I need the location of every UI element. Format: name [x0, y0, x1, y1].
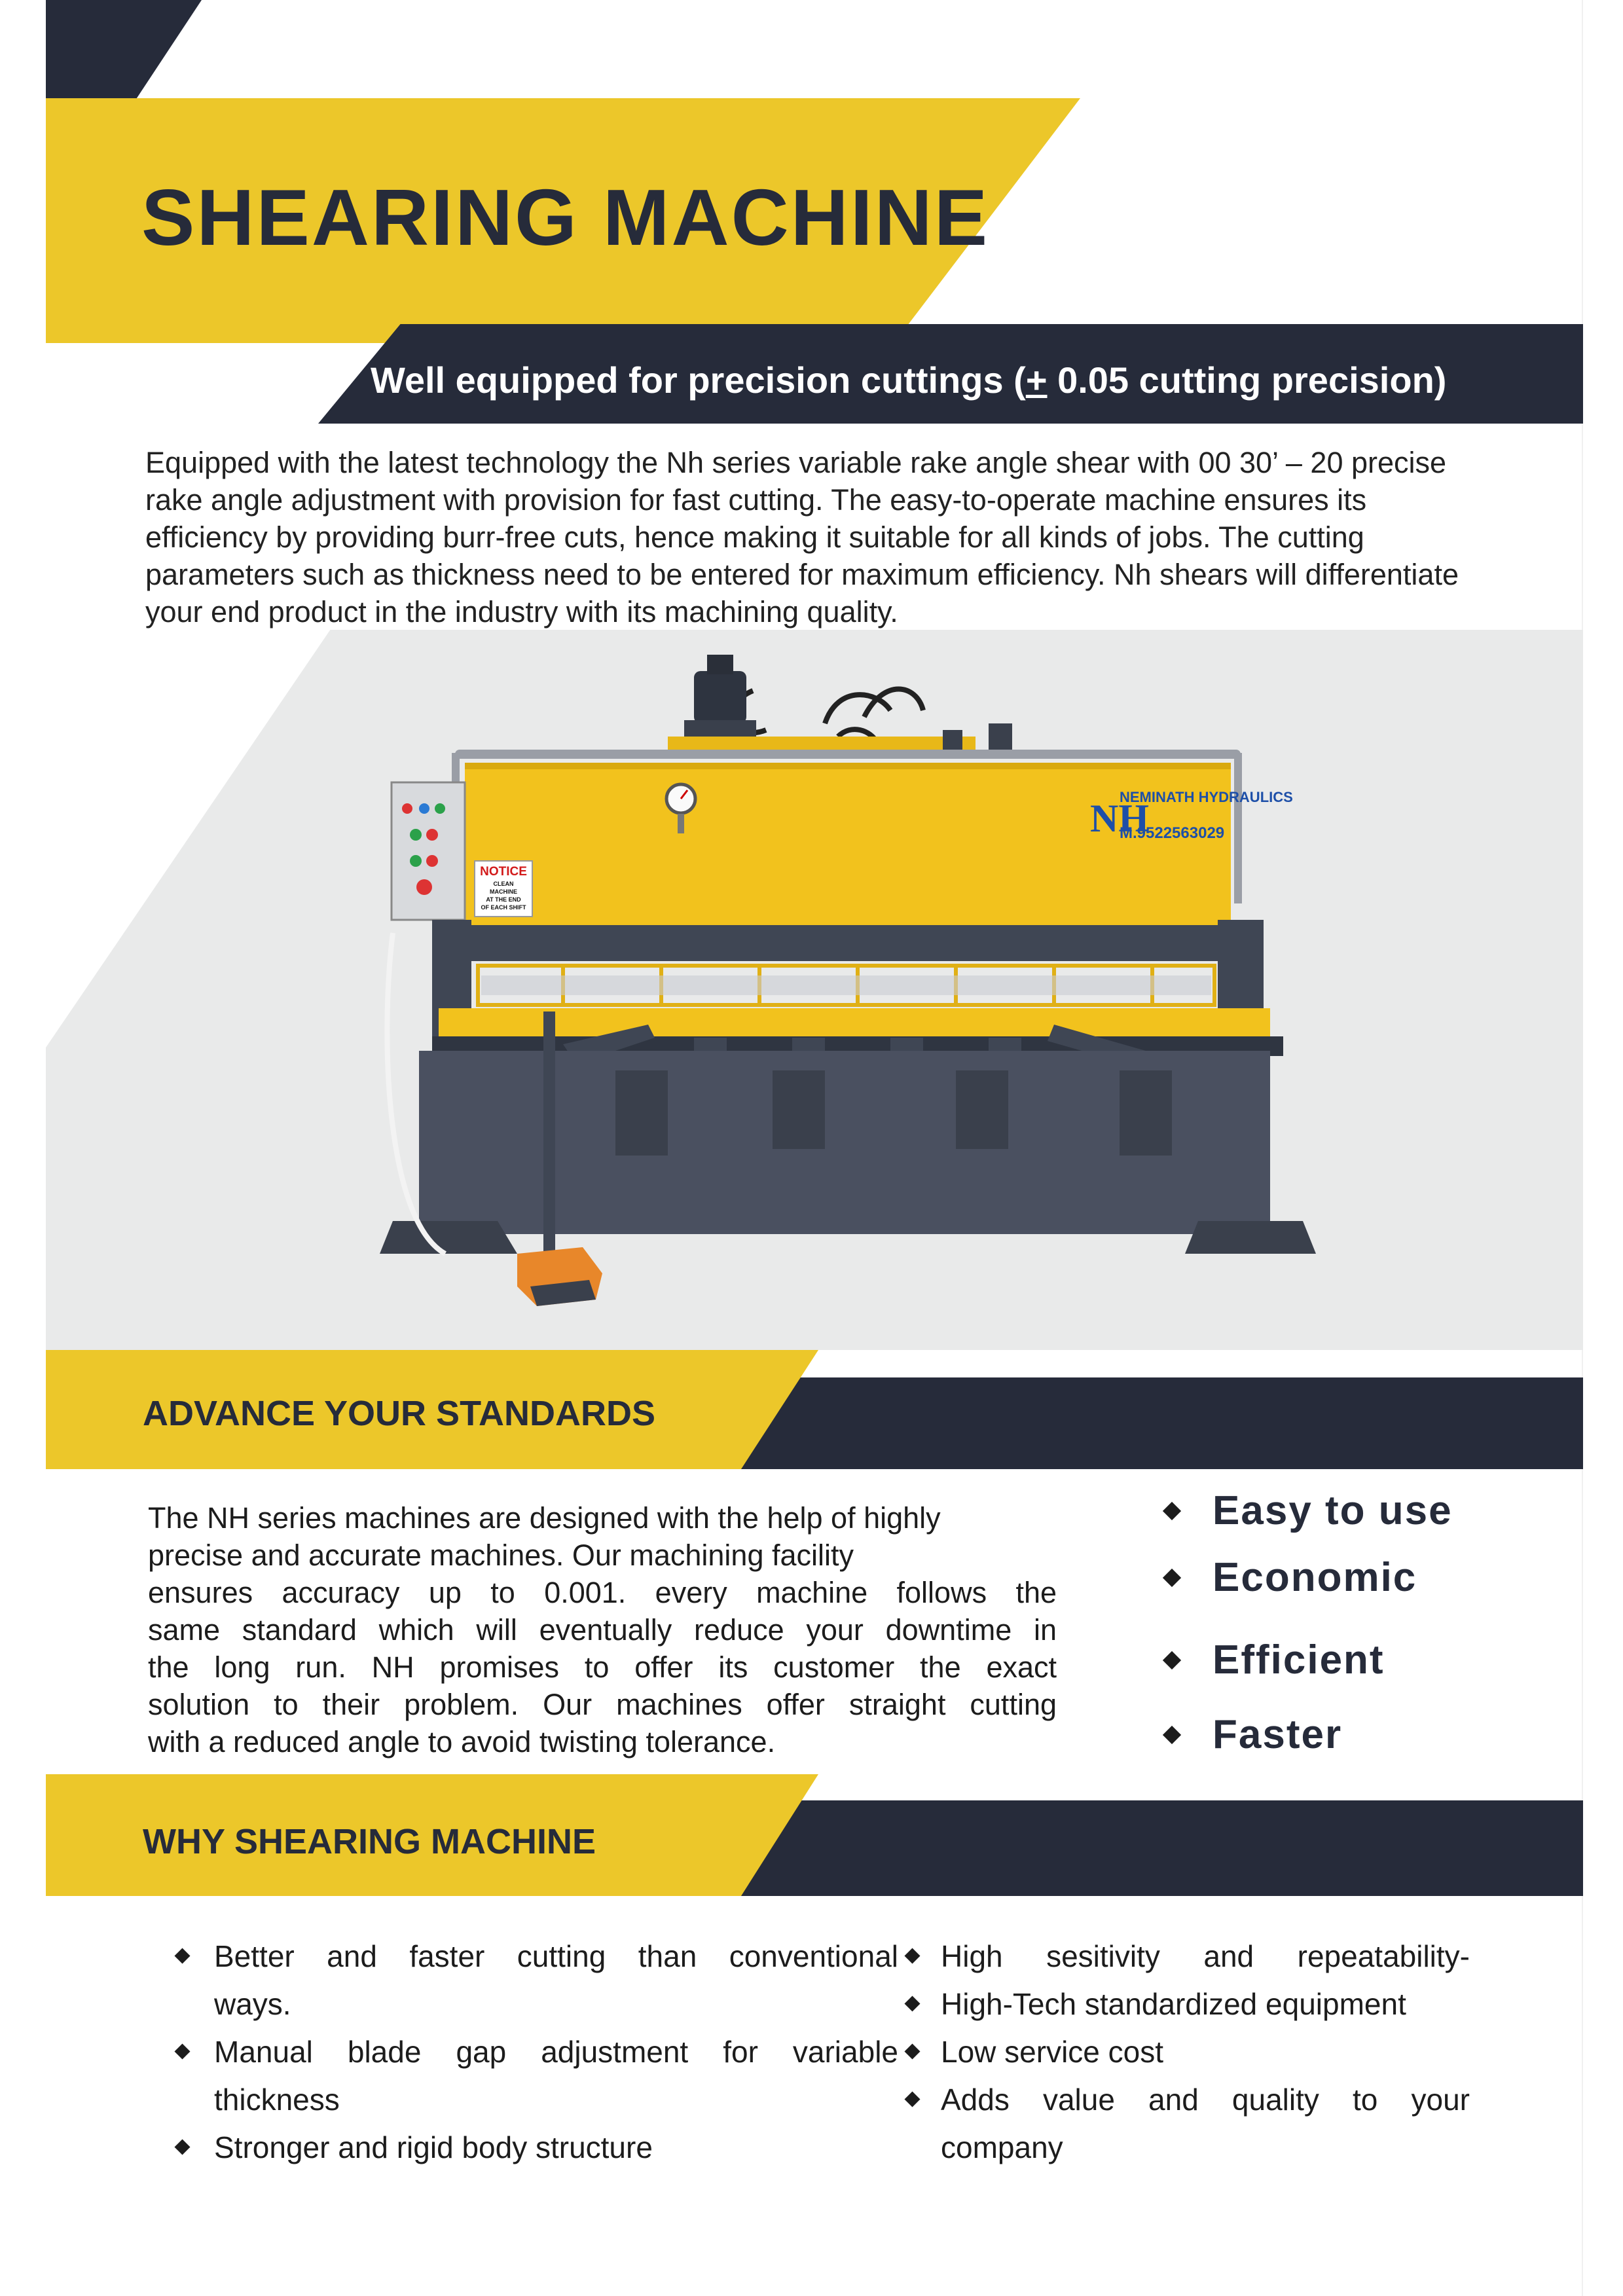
- subtitle-text-before: Well equipped for precision cuttings (: [371, 359, 1026, 401]
- svg-text:CLEAN: CLEAN: [493, 881, 514, 887]
- advance-line: same standard which will eventually reduce your downtime in: [148, 1613, 1057, 1647]
- why-left-item-1-line1: Better and faster cutting than conventional: [214, 1939, 898, 1973]
- svg-text:MACHINE: MACHINE: [490, 888, 517, 895]
- top-rail: [455, 750, 1241, 759]
- machine-body: [465, 763, 1231, 926]
- why-right-item-4-line2: company: [941, 2130, 1063, 2164]
- left-foot: [380, 1221, 517, 1254]
- work-table: [439, 1008, 1270, 1038]
- why-section-title: WHY SHEARING MACHINE: [143, 1822, 596, 1861]
- feature-efficient: Efficient: [1213, 1637, 1385, 1683]
- right-foot: [1185, 1221, 1316, 1254]
- why-left-item-1-line2: ways.: [214, 1987, 291, 2021]
- advance-line: The NH series machines are designed with the help of highly: [148, 1501, 941, 1535]
- nh-logo: NH: [1090, 797, 1149, 840]
- advance-line: solution to their problem. Our machines offer straight cutting: [148, 1688, 1057, 1721]
- why-right-item-1-line1: High sesitivity and repeatability-: [941, 1939, 1470, 1973]
- blade-beam: [465, 925, 1231, 961]
- advance-paragraph: [148, 1499, 1057, 1760]
- motor: [684, 655, 756, 740]
- plus-minus-sign: +: [1025, 359, 1048, 401]
- advance-line: with a reduced angle to avoid twisting tolerance.: [148, 1725, 776, 1758]
- why-dark-band: [714, 1800, 1583, 1896]
- why-right-item-4-line1: Adds value and quality to your: [941, 2083, 1470, 2117]
- subtitle-text-after: 0.05 cutting precision): [1047, 359, 1447, 401]
- hydraulic-pipes: [734, 689, 923, 744]
- advance-section-title: ADVANCE YOUR STANDARDS: [143, 1394, 656, 1433]
- svg-text:OF EACH SHIFT: OF EACH SHIFT: [481, 904, 526, 911]
- why-left-item-2-line1: Manual blade gap adjustment for variable: [214, 2035, 898, 2069]
- why-left-item-3-line1: Stronger and rigid body structure: [214, 2130, 653, 2164]
- svg-text:AT THE END: AT THE END: [486, 896, 521, 903]
- page-subtitle: [371, 359, 1446, 401]
- feature-economic: Economic: [1213, 1555, 1417, 1600]
- control-panel: [392, 782, 465, 920]
- brand-phone: M.9522563029: [1120, 824, 1225, 842]
- notice-sign: [475, 861, 532, 917]
- advance-line: precise and accurate machines. Our machining facility: [148, 1539, 854, 1572]
- shearing-machine-photo: [367, 645, 1329, 1329]
- intro-paragraph: Equipped with the latest technology the Nh series variable rake angle shear with 00 30’ – 20 precise rake angle adjustment with provision for fast cutting. The easy-to-operate machine ensures its efficiency by providing burr-free cuts, hence making it suitable for all kinds of jobs. The cutting parameters such as thickness need to be entered for maximum efficiency. Nh shears will differentiate your end product in the industry with its machining quality.: [145, 446, 1459, 629]
- feature-faster: Faster: [1213, 1712, 1343, 1757]
- brand-name: NEMINATH HYDRAULICS: [1120, 789, 1293, 805]
- feature-easy-to-use: Easy to use: [1213, 1488, 1453, 1533]
- why-right-item-3-line1: Low service cost: [941, 2035, 1164, 2069]
- advance-dark-band: [714, 1377, 1583, 1469]
- page-title: SHEARING MACHINE: [141, 173, 990, 262]
- svg-text:NOTICE: NOTICE: [480, 865, 527, 879]
- page-right-margin: [1583, 0, 1623, 2296]
- why-right-item-2-line1: High-Tech standardized equipment: [941, 1987, 1406, 2021]
- advance-line: the long run. NH promises to offer its customer the exact: [148, 1650, 1057, 1684]
- why-left-item-2-line2: thickness: [214, 2083, 340, 2117]
- advance-line: ensures accuracy up to 0.001. every machine follows the: [148, 1576, 1057, 1609]
